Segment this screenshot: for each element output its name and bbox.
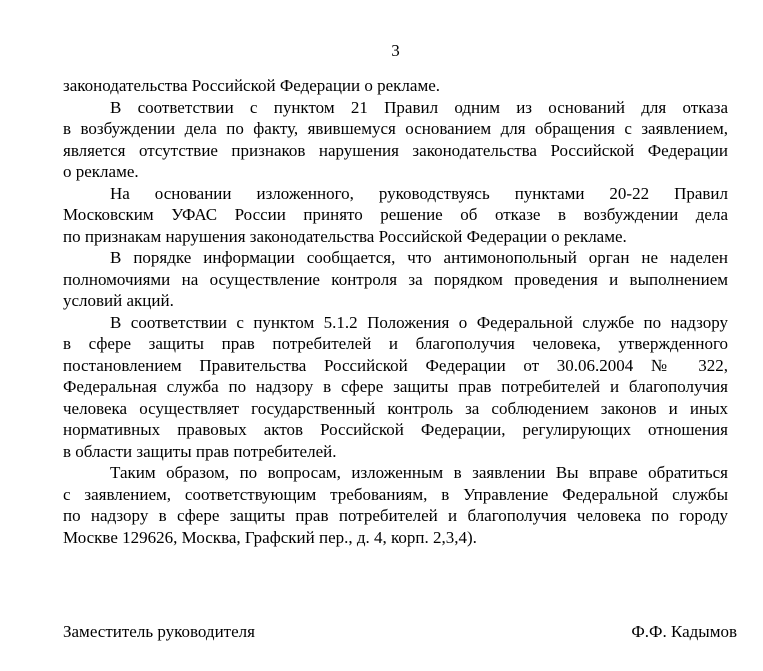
text-line: в сфере защиты прав потребителей и благополучия человека, утвержденного [63, 334, 728, 353]
text-line: Федеральная служба по надзору в сфере защиты прав потребителей и благополучия [63, 377, 728, 396]
text-line: Московским УФАС России принято решение об отказе в возбуждении дела [63, 205, 728, 224]
paragraph [63, 75, 728, 97]
text-line: в возбуждении дела по факту, явившемуся основанием для обращения с заявлением, [63, 119, 728, 138]
text-line: законодательства Российской Федерации о рекламе. [63, 76, 441, 95]
text-line: полномочиями на осуществление контроля за порядком проведения и выполнением [63, 269, 728, 289]
text-line: Москве 129626, Москва, Графский пер., д. 4, корп. 2,3,4). [63, 527, 477, 547]
text-line: является отсутствие признаков нарушения законодательства Российской Федерации [63, 140, 728, 160]
text-line: постановлением Правительства Российской Федерации от 30.06.2004 № 322, [63, 355, 728, 375]
text-line: о рекламе. [63, 162, 139, 181]
paragraph [63, 183, 728, 248]
signature-title: Заместитель руководителя [63, 622, 255, 641]
text-line: нормативных правовых актов Российской Федерации, регулирующих отношения [63, 420, 728, 439]
text-line: В порядке информации сообщается, что антимонопольный орган не наделен [110, 248, 728, 267]
text-line: по надзору в сфере защиты прав потребителей и благополучия человека по городу [63, 506, 728, 525]
text-line: В соответствии с пунктом 21 Правил одним из оснований для отказа [110, 97, 728, 117]
signature-row [63, 621, 737, 643]
signature-name: Ф.Ф. Кадымов [631, 622, 737, 641]
page-number: 3 [391, 41, 400, 60]
text-line: Таким образом, по вопросам, изложенным в заявлении Вы вправе обратиться [110, 463, 728, 482]
text-line: с заявлением, соответствующим требованиям, в Управление Федеральной службы [63, 484, 728, 504]
body-text [63, 75, 728, 548]
paragraph [63, 312, 728, 463]
paragraph [63, 247, 728, 312]
paragraph [63, 462, 728, 548]
text-line: На основании изложенного, руководствуясь пунктами 20-22 Правил [110, 183, 728, 203]
paragraph [63, 97, 728, 183]
text-line: в области защиты прав потребителей. [63, 441, 337, 461]
text-line: человека осуществляет государственный контроль за соблюдением законов и иных [63, 398, 728, 418]
text-line: В соответствии с пунктом 5.1.2 Положения о Федеральной службе по надзору [110, 312, 728, 332]
text-line: по признакам нарушения законодательства Российской Федерации о рекламе. [63, 226, 627, 246]
text-line: условий акций. [63, 291, 174, 310]
